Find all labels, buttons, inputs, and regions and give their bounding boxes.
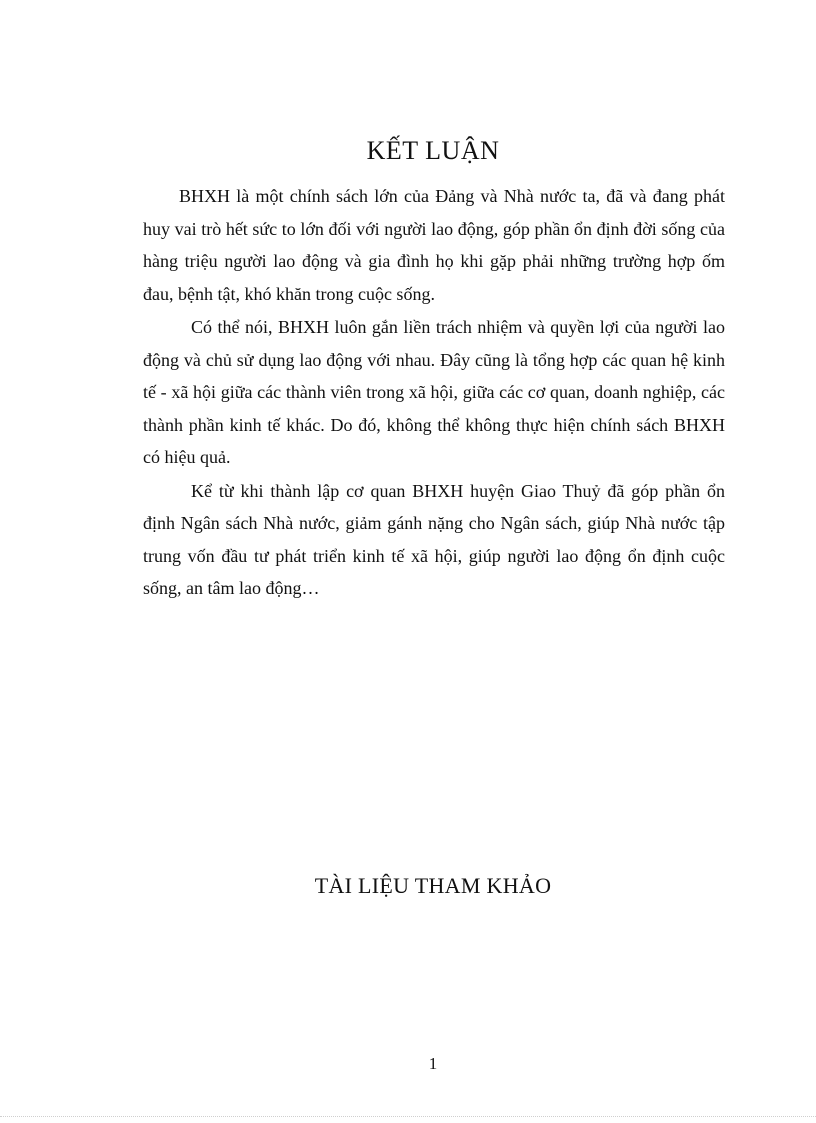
page-number: 1 xyxy=(428,1054,438,1073)
conclusion-heading: KẾT LUẬN xyxy=(366,136,500,165)
conclusion-paragraph-3: Kể từ khi thành lập cơ quan BHXH huyện Giao Thuỷ đã góp phần ổn định Ngân sách Nhà nước, giảm gánh nặng cho Ngân sách, giúp Nhà nước tập trung vốn đầu tư phát triển kinh tế xã hội, giúp người lao động ổn định cuộc sống, an tâm lao động… xyxy=(143,480,725,598)
conclusion-paragraph-2: Có thể nói, BHXH luôn gắn liền trách nhiệm và quyền lợi của người lao động và chủ sử dụng lao động với nhau. Đây cũng là tổng hợp các quan hệ kinh tế - xã hội giữa các thành viên trong xã hội, giữa các cơ quan, doanh nghiệp, các thành phần kinh tế khác. Do đó, không thể không thực hiện chính sách BHXH có hiệu quả. xyxy=(143,317,725,467)
conclusion-paragraph-1: BHXH là một chính sách lớn của Đảng và Nhà nước ta, đã và đang phát huy vai trò hết sức to lớn đối với người lao động, góp phần ổn định đời sống của hàng triệu người lao động và gia đình họ khi gặp phải những trường hợp ốm đau, bệnh tật, khó khăn trong cuộc sống. xyxy=(143,186,725,304)
page-bottom-divider xyxy=(0,1116,816,1117)
references-heading: TÀI LIỆU THAM KHẢO xyxy=(314,873,552,898)
conclusion-body xyxy=(143,180,725,605)
